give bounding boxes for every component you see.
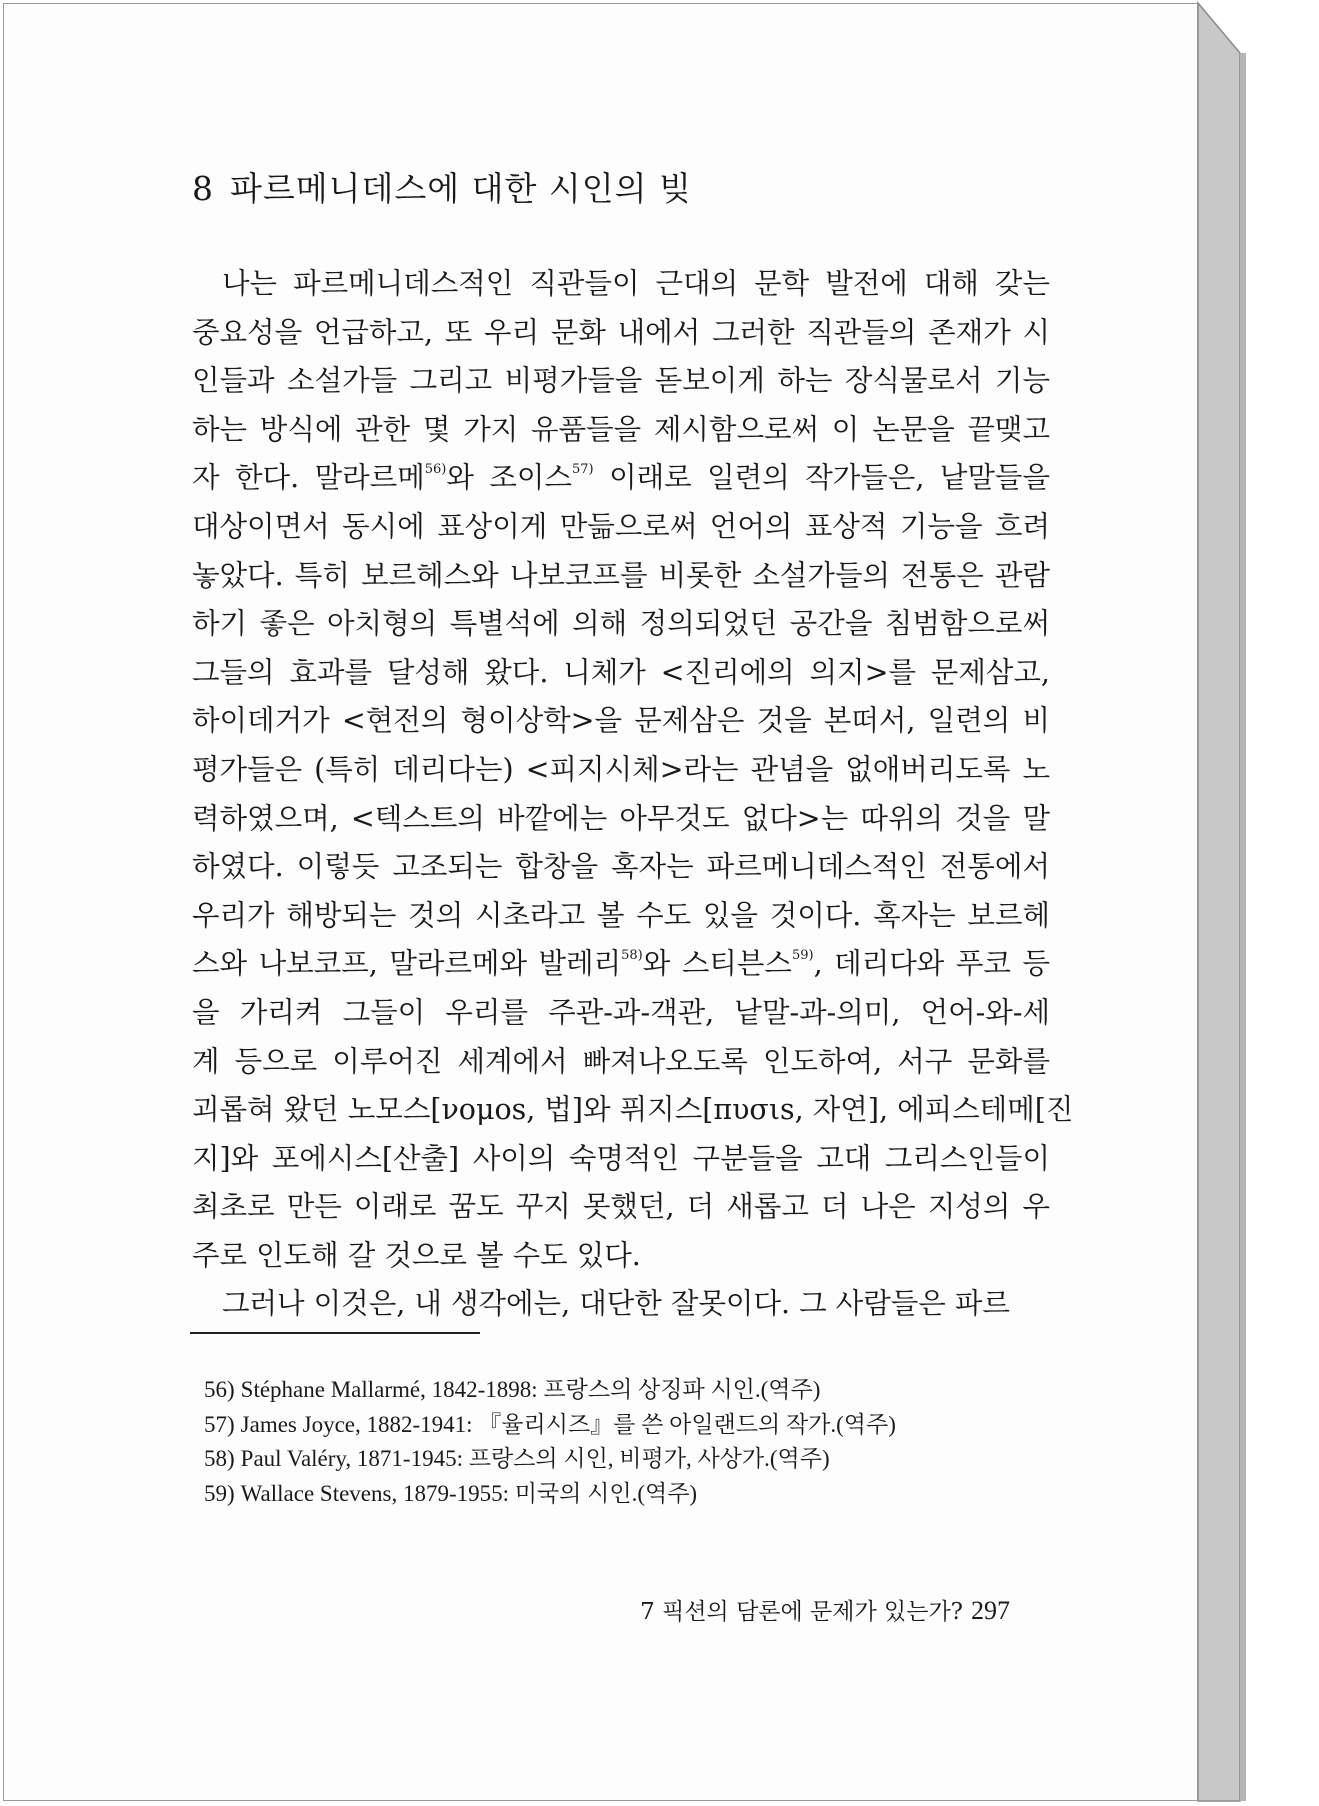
footer-chapter-title: 7 픽션의 담론에 문제가 있는가?: [640, 1599, 963, 1625]
body-text: [192, 260, 1074, 1329]
footnote-item: [204, 1477, 1054, 1512]
footnote-item: [204, 1408, 1054, 1443]
body-line: 괴롭혀 왔던 노모스[νομοs, 법]와 퓌지스[πυσιs, 자연], 에피스테메[진: [192, 1093, 1074, 1127]
body-line: [192, 940, 1050, 989]
body-line: 하였다. 이렇듯 고조되는 합창을 혹자는 파르메니데스적인 전통에서: [192, 850, 1050, 884]
body-line: [192, 454, 1050, 503]
body-line: 인들과 소설가들 그리고 비평가들을 돋보이게 하는 장식물로서 기능: [192, 364, 1050, 398]
page-content: [192, 160, 1074, 1321]
footnote-ref: 57): [571, 462, 594, 478]
page-number: 297: [971, 1596, 1010, 1625]
body-line: 우리가 해방되는 것의 시초라고 볼 수도 있을 것이다. 혹자는 보르헤: [192, 898, 1050, 932]
footnote-divider: [190, 1332, 480, 1334]
footnote-ref: 59): [791, 948, 814, 964]
body-line: 하이데거가 <현전의 형이상학>을 문제삼은 것을 본떠서, 일련의 비: [192, 704, 1050, 738]
body-line: 그러나 이것은, 내 생각에는, 대단한 잘못이다. 그 사람들은 파르: [222, 1287, 1010, 1321]
section-number: 8: [192, 169, 214, 208]
body-line: 계 등으로 이루어진 세계에서 빠져나오도록 인도하여, 서구 문화를: [192, 1044, 1050, 1078]
footnotes: [204, 1373, 1054, 1511]
footnote-ref: 56): [424, 462, 447, 478]
footnote-item: [204, 1442, 1054, 1477]
body-line: 중요성을 언급하고, 또 우리 문화 내에서 그러한 직관들의 존재가 시: [192, 315, 1050, 349]
footnote-text: Paul Valéry, 1871-1945: 프랑스의 시인, 비평가, 사상가.(역주): [240, 1446, 830, 1471]
footnote-text: Stéphane Mallarmé, 1842-1898: 프랑스의 상징파 시인.(역주): [240, 1377, 821, 1402]
body-line: 하기 좋은 아치형의 특별석에 의해 정의되었던 공간을 침범함으로써: [192, 607, 1050, 641]
footnote-item: [204, 1373, 1054, 1408]
book-edge-shape: [1198, 3, 1298, 1803]
footnote-number: 56): [204, 1377, 235, 1402]
section-heading: [192, 160, 1050, 218]
body-line: 놓았다. 특히 보르헤스와 나보코프를 비롯한 소설가들의 전통은 관람: [192, 558, 1050, 592]
body-text-segment: 이래로 일련의 작가들은, 낱말들을: [593, 461, 1050, 495]
body-line: 지]와 포에시스[산출] 사이의 숙명적인 구분들을 고대 그리스인들이: [192, 1141, 1050, 1175]
body-text-segment: 스와 나보코프, 말라르메와 발레리: [192, 947, 622, 981]
body-line: 을 가리켜 그들이 우리를 주관-과-객관, 낱말-과-의미, 언어-와-세: [192, 995, 1050, 1029]
running-footer: [630, 1594, 1010, 1629]
footnote-ref: 58): [621, 948, 643, 964]
body-text-segment: 와 조이스: [446, 461, 572, 495]
body-line: 하는 방식에 관한 몇 가지 유품들을 제시함으로써 이 논문을 끝맺고: [192, 412, 1050, 446]
footnote-number: 59): [204, 1480, 235, 1506]
section-title: 파르메니데스에 대한 시인의 빚: [230, 169, 692, 208]
body-line: 나는 파르메니데스적인 직관들이 근대의 문학 발전에 대해 갖는: [222, 267, 1050, 300]
footnote-number: 58): [204, 1446, 235, 1471]
footnote-number: 57): [204, 1411, 235, 1437]
footnote-text: James Joyce, 1882-1941: 『율리시즈』를 쓴 아일랜드의 작가.(역주): [240, 1411, 896, 1437]
body-line: 대상이면서 동시에 표상이게 만듦으로써 언어의 표상적 기능을 흐려: [192, 509, 1050, 543]
body-line: 력하였으며, <텍스트의 바깥에는 아무것도 없다>는 따위의 것을 말: [192, 801, 1050, 835]
footnote-text: Wallace Stevens, 1879-1955: 미국의 시인.(역주): [240, 1480, 698, 1506]
body-text-segment: 자 한다. 말라르메: [192, 461, 425, 495]
body-text-segment: , 데리다와 푸코 등: [813, 947, 1050, 981]
body-line: 평가들은 (특히 데리다는) <피지시체>라는 관념을 없애버리도록 노: [192, 752, 1050, 786]
body-line: 최초로 만든 이래로 꿈도 꾸지 못했던, 더 새롭고 더 나은 지성의 우: [192, 1190, 1050, 1224]
body-line: 주로 인도해 갈 것으로 볼 수도 있다.: [192, 1238, 641, 1272]
body-text-segment: 와 스티븐스: [642, 947, 792, 981]
body-line: 그들의 효과를 달성해 왔다. 니체가 <진리에의 의지>를 문제삼고,: [192, 655, 1050, 689]
